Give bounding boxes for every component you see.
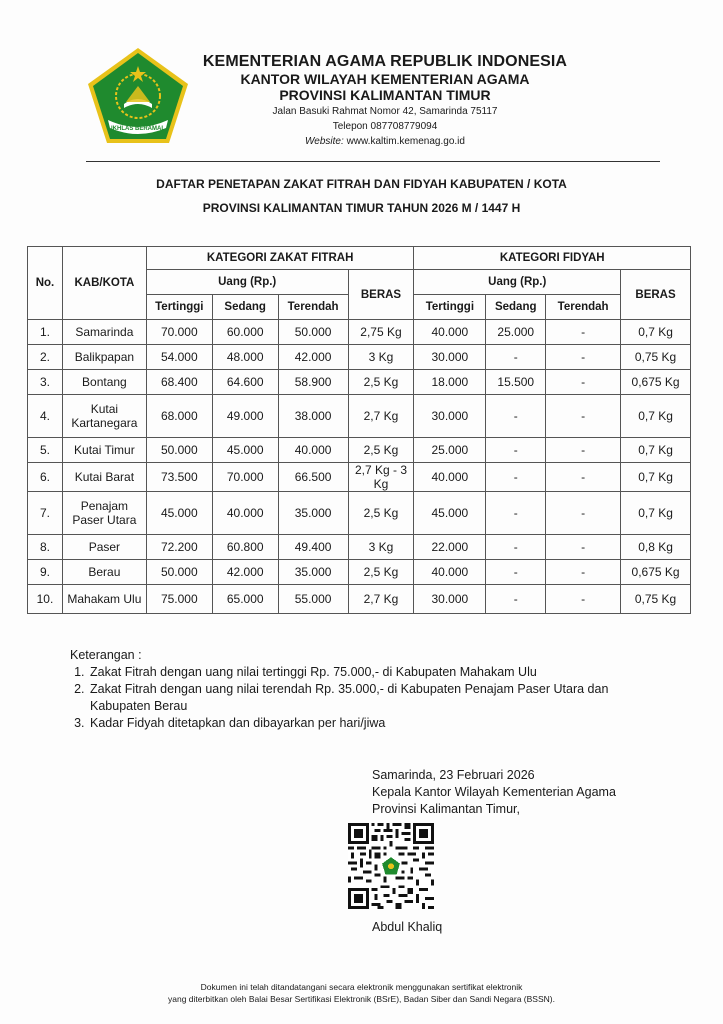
cell-fidyah-sedang: -	[486, 345, 546, 370]
cell-no: 4.	[28, 395, 63, 438]
header-zakat-uang: Uang (Rp.)	[146, 270, 348, 295]
note-item: 3. Kadar Fidyah ditetapkan dan dibayarkan per hari/jiwa	[88, 715, 650, 732]
cell-zakat-beras: 2,7 Kg	[348, 395, 414, 438]
cell-kab: Samarinda	[62, 320, 146, 345]
document-subtitle: PROVINSI KALIMANTAN TIMUR TAHUN 2026 M / 1447 H	[202, 201, 521, 215]
cell-zakat-beras: 2,5 Kg	[348, 438, 414, 463]
ministry-name: KEMENTERIAN AGAMA REPUBLIK INDONESIA	[202, 53, 568, 70]
header-zakat-category: KATEGORI ZAKAT FITRAH	[146, 247, 414, 270]
province-name: PROVINSI KALIMANTAN TIMUR	[279, 87, 491, 103]
cell-fidyah-tertinggi: 18.000	[414, 370, 486, 395]
header-fidyah-uang: Uang (Rp.)	[414, 270, 621, 295]
cell-zakat-terendah: 38.000	[278, 395, 348, 438]
cell-no: 8.	[28, 535, 63, 560]
table-body	[28, 320, 691, 614]
header-fidyah-terendah: Terendah	[546, 295, 621, 320]
table-row	[28, 463, 691, 492]
cell-no: 5.	[28, 438, 63, 463]
office-phone: Telepon 087708779094	[332, 121, 438, 132]
cell-zakat-sedang: 45.000	[212, 438, 278, 463]
cell-zakat-terendah: 35.000	[278, 560, 348, 585]
cell-fidyah-tertinggi: 25.000	[414, 438, 486, 463]
cell-kab: Kutai Timur	[62, 438, 146, 463]
cell-fidyah-terendah: -	[546, 585, 621, 614]
cell-fidyah-tertinggi: 30.000	[414, 585, 486, 614]
cell-fidyah-terendah: -	[546, 438, 621, 463]
office-address: Jalan Basuki Rahmat Nomor 42, Samarinda 75117	[272, 106, 498, 117]
cell-no: 10.	[28, 585, 63, 614]
cell-kab: Paser	[62, 535, 146, 560]
qr-code-icon[interactable]	[348, 823, 434, 909]
cell-fidyah-tertinggi: 30.000	[414, 395, 486, 438]
cell-fidyah-beras: 0,7 Kg	[621, 438, 691, 463]
cell-fidyah-tertinggi: 30.000	[414, 345, 486, 370]
cell-no: 3.	[28, 370, 63, 395]
note-item: 1. Zakat Fitrah dengan uang nilai tertinggi Rp. 75.000,- di Kabupaten Mahakam Ulu	[88, 664, 650, 681]
cell-zakat-beras: 2,7 Kg - 3 Kg	[348, 463, 414, 492]
notes-heading: Keterangan :	[70, 648, 142, 662]
cell-fidyah-terendah: -	[546, 370, 621, 395]
cell-zakat-sedang: 64.600	[212, 370, 278, 395]
cell-fidyah-terendah: -	[546, 560, 621, 585]
cell-kab: Kutai Kartanegara	[62, 395, 146, 438]
logo-motto: IKHLAS BERAMAL	[111, 126, 165, 132]
cell-fidyah-beras: 0,75 Kg	[621, 585, 691, 614]
header-zakat-beras: BERAS	[348, 270, 414, 320]
header-no: No.	[28, 247, 63, 320]
cell-zakat-sedang: 49.000	[212, 395, 278, 438]
table-row	[28, 585, 691, 614]
cell-zakat-sedang: 60.800	[212, 535, 278, 560]
cell-zakat-sedang: 60.000	[212, 320, 278, 345]
table-row	[28, 320, 691, 345]
website-label: Website:	[305, 136, 344, 147]
cell-fidyah-tertinggi: 22.000	[414, 535, 486, 560]
cell-fidyah-beras: 0,7 Kg	[621, 463, 691, 492]
cell-kab: Mahakam Ulu	[62, 585, 146, 614]
cell-kab: Penajam Paser Utara	[62, 492, 146, 535]
cell-fidyah-terendah: -	[546, 492, 621, 535]
header-zakat-sedang: Sedang	[212, 295, 278, 320]
cell-fidyah-beras: 0,7 Kg	[621, 492, 691, 535]
website-url[interactable]: www.kaltim.kemenag.go.id	[346, 136, 465, 147]
cell-zakat-tertinggi: 70.000	[146, 320, 212, 345]
cell-fidyah-beras: 0,7 Kg	[621, 395, 691, 438]
cell-zakat-sedang: 65.000	[212, 585, 278, 614]
cell-fidyah-sedang: -	[486, 395, 546, 438]
cell-zakat-tertinggi: 68.000	[146, 395, 212, 438]
header-kab: KAB/KOTA	[62, 247, 146, 320]
cell-zakat-terendah: 49.400	[278, 535, 348, 560]
cell-fidyah-sedang: -	[486, 438, 546, 463]
cell-no: 2.	[28, 345, 63, 370]
cell-zakat-sedang: 40.000	[212, 492, 278, 535]
office-website	[180, 135, 590, 149]
signature-block	[372, 767, 616, 818]
table-row	[28, 370, 691, 395]
cell-zakat-beras: 2,7 Kg	[348, 585, 414, 614]
cell-zakat-terendah: 58.900	[278, 370, 348, 395]
table-row	[28, 535, 691, 560]
cell-zakat-sedang: 48.000	[212, 345, 278, 370]
cell-fidyah-sedang: -	[486, 560, 546, 585]
notes-list	[88, 664, 650, 732]
cell-fidyah-sedang: -	[486, 492, 546, 535]
cell-no: 9.	[28, 560, 63, 585]
header-fidyah-beras: BERAS	[621, 270, 691, 320]
cell-no: 6.	[28, 463, 63, 492]
cell-fidyah-tertinggi: 45.000	[414, 492, 486, 535]
table-row	[28, 345, 691, 370]
cell-fidyah-sedang: -	[486, 585, 546, 614]
footer-line: Dokumen ini telah ditandatangani secara elektronik menggunakan sertifikat elektronik	[200, 982, 523, 992]
cell-zakat-tertinggi: 45.000	[146, 492, 212, 535]
cell-zakat-tertinggi: 73.500	[146, 463, 212, 492]
letterhead-divider	[86, 161, 660, 162]
cell-zakat-beras: 2,5 Kg	[348, 560, 414, 585]
office-name: KANTOR WILAYAH KEMENTERIAN AGAMA	[240, 71, 530, 87]
header-zakat-terendah: Terendah	[278, 295, 348, 320]
cell-zakat-tertinggi: 68.400	[146, 370, 212, 395]
zakat-table	[27, 246, 691, 614]
letterhead	[180, 52, 590, 149]
cell-fidyah-tertinggi: 40.000	[414, 320, 486, 345]
cell-zakat-tertinggi: 54.000	[146, 345, 212, 370]
signer-name: Abdul Khaliq	[372, 920, 443, 934]
cell-zakat-sedang: 42.000	[212, 560, 278, 585]
cell-no: 7.	[28, 492, 63, 535]
cell-fidyah-beras: 0,8 Kg	[621, 535, 691, 560]
header-fidyah-category: KATEGORI FIDYAH	[414, 247, 691, 270]
table-row	[28, 492, 691, 535]
document-title: DAFTAR PENETAPAN ZAKAT FITRAH DAN FIDYAH KABUPATEN / KOTA	[156, 177, 567, 191]
cell-kab: Balikpapan	[62, 345, 146, 370]
cell-kab: Bontang	[62, 370, 146, 395]
cell-zakat-beras: 3 Kg	[348, 345, 414, 370]
header-fidyah-sedang: Sedang	[486, 295, 546, 320]
cell-fidyah-sedang: 15.500	[486, 370, 546, 395]
cell-zakat-terendah: 50.000	[278, 320, 348, 345]
cell-fidyah-terendah: -	[546, 463, 621, 492]
notes-section	[70, 647, 650, 732]
kemenag-logo	[86, 46, 190, 146]
cell-fidyah-sedang: -	[486, 463, 546, 492]
cell-no: 1.	[28, 320, 63, 345]
footer-line: yang diterbitkan oleh Balai Besar Sertifikasi Elektronik (BSrE), Badan Siber dan Sandi Negara (BSSN).	[168, 994, 555, 1004]
cell-zakat-tertinggi: 50.000	[146, 560, 212, 585]
cell-kab: Kutai Barat	[62, 463, 146, 492]
cell-fidyah-terendah: -	[546, 395, 621, 438]
cell-zakat-beras: 3 Kg	[348, 535, 414, 560]
cell-kab: Berau	[62, 560, 146, 585]
cell-fidyah-terendah: -	[546, 535, 621, 560]
cell-zakat-tertinggi: 72.200	[146, 535, 212, 560]
cell-fidyah-beras: 0,7 Kg	[621, 320, 691, 345]
signature-position-province: Provinsi Kalimantan Timur,	[372, 802, 520, 816]
cell-zakat-beras: 2,5 Kg	[348, 370, 414, 395]
cell-fidyah-sedang: 25.000	[486, 320, 546, 345]
table-row	[28, 560, 691, 585]
header-fidyah-tertinggi: Tertinggi	[414, 295, 486, 320]
cell-fidyah-terendah: -	[546, 320, 621, 345]
cell-fidyah-beras: 0,675 Kg	[621, 560, 691, 585]
table-row	[28, 438, 691, 463]
cell-zakat-terendah: 66.500	[278, 463, 348, 492]
cell-zakat-terendah: 40.000	[278, 438, 348, 463]
cell-zakat-beras: 2,5 Kg	[348, 492, 414, 535]
cell-zakat-terendah: 42.000	[278, 345, 348, 370]
cell-zakat-terendah: 55.000	[278, 585, 348, 614]
cell-fidyah-beras: 0,75 Kg	[621, 345, 691, 370]
cell-fidyah-sedang: -	[486, 535, 546, 560]
note-item: 2. Zakat Fitrah dengan uang nilai terendah Rp. 35.000,- di Kabupaten Penajam Paser Utara dan Kabupaten Berau	[88, 681, 650, 715]
cell-fidyah-tertinggi: 40.000	[414, 463, 486, 492]
table-row	[28, 395, 691, 438]
cell-zakat-tertinggi: 50.000	[146, 438, 212, 463]
cell-zakat-terendah: 35.000	[278, 492, 348, 535]
signature-place-date: Samarinda, 23 Februari 2026	[372, 768, 535, 782]
cell-fidyah-tertinggi: 40.000	[414, 560, 486, 585]
cell-zakat-tertinggi: 75.000	[146, 585, 212, 614]
signature-position: Kepala Kantor Wilayah Kementerian Agama	[372, 785, 616, 799]
cell-fidyah-beras: 0,675 Kg	[621, 370, 691, 395]
footer-note	[60, 981, 663, 1005]
cell-zakat-beras: 2,75 Kg	[348, 320, 414, 345]
cell-fidyah-terendah: -	[546, 345, 621, 370]
header-zakat-tertinggi: Tertinggi	[146, 295, 212, 320]
cell-zakat-sedang: 70.000	[212, 463, 278, 492]
